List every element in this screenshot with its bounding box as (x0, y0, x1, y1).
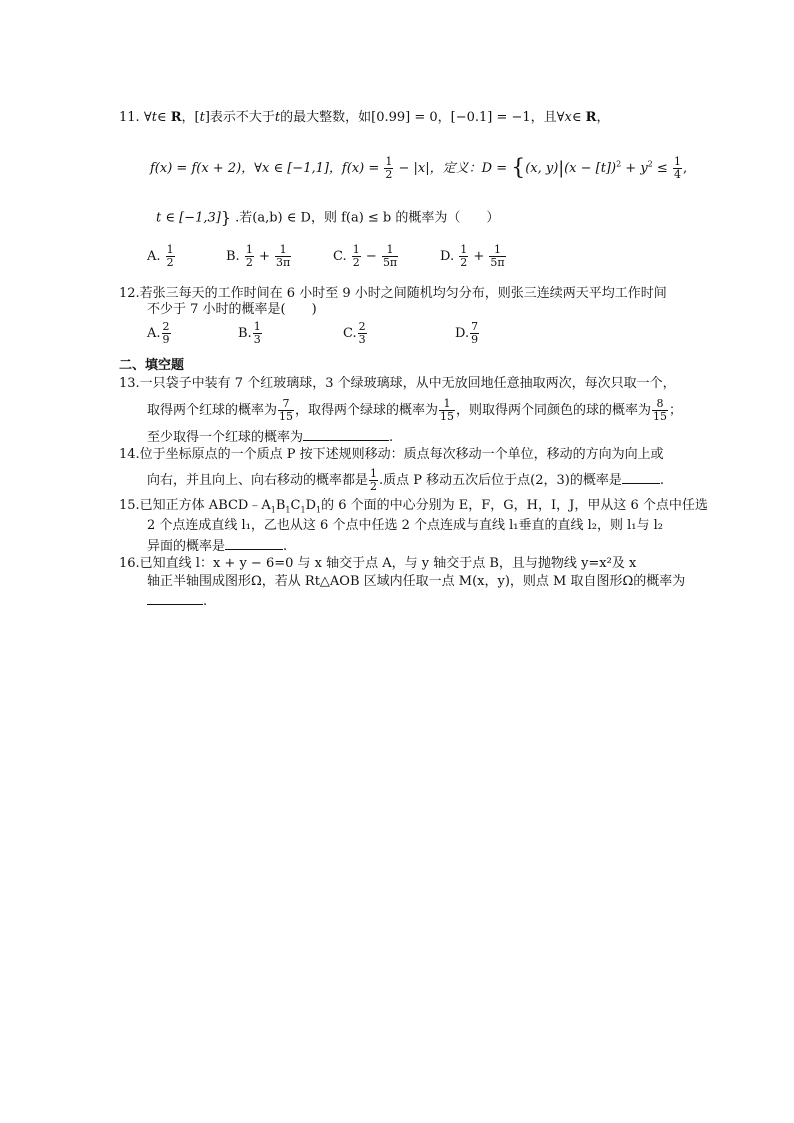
q11-text: 2 (385, 168, 393, 181)
q12-line2: 不少于 7 小时的概率是( ) (147, 302, 317, 317)
q12-option-c[interactable] (343, 321, 368, 346)
q11-text: 3π (276, 256, 291, 269)
fraction (245, 244, 254, 269)
q11-text: ≤ (652, 161, 672, 176)
q11-number: 11. (119, 110, 140, 125)
q12-text: 3 (253, 333, 261, 346)
q12-text: B. (238, 326, 252, 341)
q13-line2 (147, 398, 682, 423)
q11-text: 2 (647, 159, 653, 169)
q11-option-a[interactable] (147, 244, 176, 269)
q11-text: 1 (489, 244, 505, 257)
q13-text: 15 (279, 410, 294, 423)
q14-text: . (659, 473, 664, 488)
q11-text: R (170, 110, 182, 125)
q11-line1 (119, 110, 609, 126)
q12-text: 2 (162, 320, 170, 333)
q13-text: ； (669, 403, 683, 418)
q15-text: 的 6 个面的中心分别为 E，F，G，H，I，J，甲从这 6 个点中任选 (321, 498, 708, 513)
q11-text: D. (440, 249, 455, 264)
q12-line1: 12.若张三每天的工作时间在 6 小时至 9 小时之间随机均匀分布，则张三连续两天平均工作时间 (119, 286, 667, 301)
q11-line3 (156, 208, 499, 228)
fraction (253, 321, 262, 346)
q13-text: 7 (278, 398, 294, 411)
q11-text: 1 (385, 155, 393, 168)
q13-text: . (389, 430, 394, 445)
answer-blank[interactable] (225, 537, 283, 550)
q13-text: ，取得两个绿球的概率为 (295, 403, 439, 418)
fraction (358, 321, 367, 346)
fraction (439, 398, 455, 423)
garbled-glyph: ﹣ (248, 498, 262, 513)
q11-option-d[interactable] (440, 244, 507, 269)
q11-text: t (151, 110, 157, 125)
q13-text: 取得两个红球的概率为 (147, 403, 278, 418)
q13-line3 (147, 428, 393, 446)
q11-text: } (220, 208, 232, 227)
q15-text: 异面的概率是 (147, 539, 226, 554)
q12-text: 3 (358, 333, 366, 346)
q13-text: 1 (439, 398, 455, 411)
fraction (352, 244, 361, 269)
q13-text: 15 (653, 410, 668, 423)
q11-text: ∈ (156, 110, 171, 125)
q11-text: (x, y) (525, 161, 559, 176)
q11-text: 1 (382, 244, 398, 257)
q11-text: t (199, 110, 205, 125)
q11-text: f(x) = f(x + 2)，∀x ∈ [−1,1]，f(x) = (150, 161, 384, 176)
answer-blank[interactable] (622, 471, 660, 484)
q14-text: 2 (370, 480, 378, 493)
fraction (275, 244, 291, 269)
q11-text: 4 (673, 168, 681, 181)
q15-text: A (261, 498, 271, 513)
fraction (162, 321, 171, 346)
q12-option-a[interactable] (147, 321, 172, 346)
q11-text: , (682, 161, 688, 176)
q11-text: B. (226, 249, 240, 264)
bar: | (558, 158, 565, 179)
q11-text: 2 (166, 256, 174, 269)
q15-line3 (147, 537, 287, 555)
q11-text: 1 (275, 244, 291, 257)
q13-text: 至少取得一个红球的概率为 (147, 430, 304, 445)
q11-text: x (564, 110, 572, 125)
q16-line3 (147, 592, 207, 610)
fraction (673, 156, 682, 181)
q11-text: t (274, 110, 281, 125)
q13-line1: 13.一只袋子中装有 7 个红玻璃球，3 个绿玻璃球，从中无放回地任意抽取两次，每次只取一个， (119, 376, 676, 391)
q15-sub: 1 (285, 505, 291, 515)
q15-line1 (119, 498, 708, 519)
q16-line1: 16.已知直线 l：x + y − 6=0 与 x 轴交于点 A，与 y 轴交于点 B，且与抛物线 y=x²及 x (119, 556, 637, 571)
q15-text: 15.已知正方体 ABCD (119, 498, 249, 513)
q11-text: .若(a,b) ∈ D，则 f(a) ≤ b 的概率为（ ） (231, 210, 500, 226)
q11-text: − (361, 249, 381, 264)
q11-text: + (469, 249, 489, 264)
q11-option-b[interactable] (226, 244, 292, 269)
q14-line2 (147, 468, 664, 493)
fraction (278, 398, 294, 423)
q11-text: 2 (352, 256, 360, 269)
answer-blank[interactable] (147, 592, 203, 605)
section-heading: 二、填空题 (119, 358, 185, 373)
q11-text: ]表示不大于 (204, 110, 275, 125)
q11-text: − |x|，定义：D = (394, 161, 512, 176)
q11-text: 的最大整数，如[0.99] = 0，[−0.1] = −1，且∀ (280, 110, 565, 125)
q13-text: 8 (652, 398, 668, 411)
q11-line2 (150, 156, 687, 181)
q11-text: ，[ (181, 110, 200, 125)
q11-text: 2 (616, 159, 622, 169)
q15-sub: 1 (300, 505, 306, 515)
fraction (652, 398, 668, 423)
brace-open: { (511, 155, 526, 181)
q15-text: D (305, 498, 316, 513)
q14-line1: 14.位于坐标原点的一个质点 P 按下述规则移动：质点每次移动一个单位，移动的方向为向上或 (119, 447, 664, 462)
fraction (384, 156, 393, 181)
answer-blank[interactable] (303, 428, 389, 441)
q11-text: + (254, 249, 274, 264)
q12-text: 9 (162, 333, 170, 346)
q11-text: A. (147, 249, 161, 264)
q11-text: 2 (460, 256, 468, 269)
q11-text: ∈ (571, 110, 586, 125)
q14-text: .质点 P 移动五次后位于点(2，3)的概率是 (379, 473, 622, 488)
q15-sub: 1 (270, 505, 276, 515)
q12-text: 1 (253, 320, 261, 333)
q11-text: t ∈ [−1,3] (156, 210, 221, 226)
q11-text: + y (621, 161, 648, 176)
q15-line2: 2 个点连成直线 l₁，乙也从这 6 个点中任选 2 个点连成与直线 l₁垂直的直线 l₂，则 l₁与 l₂ (147, 518, 663, 533)
q14-text: 1 (370, 467, 378, 480)
fraction (470, 321, 479, 346)
q15-text: . (283, 539, 288, 554)
q15-text: B (275, 498, 286, 513)
q11-text: 5π (490, 256, 505, 269)
q11-text: 2 (245, 256, 253, 269)
fraction (489, 244, 505, 269)
q13-text: 15 (440, 410, 455, 423)
q12-option-d[interactable] (455, 321, 480, 346)
fraction (166, 244, 175, 269)
q15-text: C (290, 498, 301, 513)
q12-text: 9 (471, 333, 479, 346)
q11-text: ∀ (143, 110, 152, 125)
fraction (382, 244, 398, 269)
q12-text: D. (455, 326, 470, 341)
q11-text: 5π (382, 256, 398, 269)
q11-text: 1 (166, 243, 174, 256)
q16-line2: 轴正半轴围成图形Ω，若从 Rt△AOB 区域内任取一点 M(x，y)，则点 M 取自图形Ω的概率为 (147, 574, 686, 589)
fraction (459, 244, 468, 269)
q11-text: 1 (460, 243, 468, 256)
q15-sub: 1 (316, 505, 322, 515)
q16-text: . (203, 594, 208, 609)
q12-text: A. (147, 326, 161, 341)
q11-text: C. (333, 249, 347, 264)
fraction (369, 468, 378, 493)
q12-text: 2 (358, 320, 366, 333)
q11-text: 1 (245, 243, 253, 256)
q11-text: R (585, 110, 597, 125)
q12-text: C. (343, 326, 357, 341)
q12-option-b[interactable] (238, 321, 263, 346)
q13-text: ，则取得两个同颜色的球的概率为 (456, 403, 652, 418)
q11-text: ， (596, 110, 610, 125)
q11-text: 1 (352, 243, 360, 256)
q12-text: 7 (471, 320, 479, 333)
q11-text: (x − [t]) (564, 161, 617, 176)
q11-text: 1 (673, 155, 681, 168)
q11-option-c[interactable] (333, 244, 399, 269)
q14-text: 向右，并且向上、向右移动的概率都是 (147, 473, 369, 488)
